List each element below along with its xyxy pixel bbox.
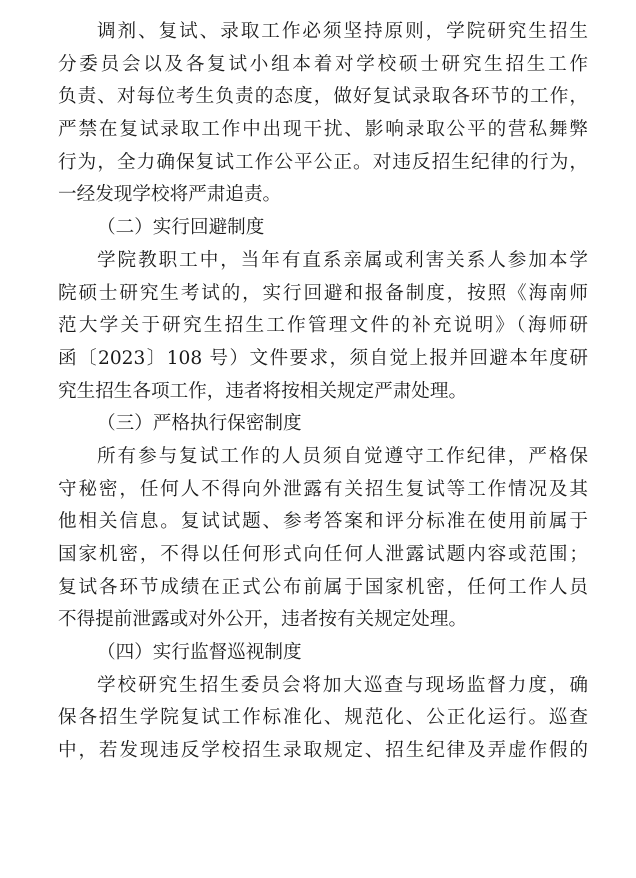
- text-line: 究生招生各项工作，违者将按相关规定严肃处理。: [58, 380, 468, 402]
- text-line: 不得提前泄露或对外公开，违者按有关规定处理。: [58, 609, 468, 631]
- text-line: 分委员会以及各复试小组本着对学校硕士研究生招生工作: [58, 53, 588, 75]
- text-line: 所有参与复试工作的人员须自觉遵守工作纪律，严格保: [97, 445, 588, 467]
- text-line: 行为，全力确保复试工作公平公正。对违反招生纪律的行为，: [58, 151, 588, 173]
- text-line: 院硕士研究生考试的，实行回避和报备制度，按照《海南师: [58, 282, 588, 304]
- paragraph-supervision: [58, 670, 588, 768]
- text-line: 保各招生学院复试工作标准化、规范化、公正化运行。巡查: [58, 707, 588, 729]
- paragraph-confidentiality: [58, 441, 588, 637]
- section-heading-confidentiality: （三）严格执行保密制度: [97, 413, 302, 435]
- text-line: 国家机密，不得以任何形式向任何人泄露试题内容或范围；: [58, 544, 588, 565]
- document-page: [58, 16, 588, 768]
- text-line: 严禁在复试录取工作中出现干扰、影响录取公平的营私舞弊: [58, 119, 588, 141]
- section-heading-recusal: （二）实行回避制度: [97, 217, 265, 239]
- text-line: 函〔2023〕108 号）文件要求，须自觉上报并回避本年度研: [58, 347, 588, 369]
- text-line: 中，若发现违反学校招生录取规定、招生纪律及弄虚作假的: [58, 740, 588, 762]
- text-line: 范大学关于研究生招生工作管理文件的补充说明》（海师研: [58, 315, 588, 337]
- text-line: 一经发现学校将严肃追责。: [58, 184, 282, 206]
- text-line: 学校研究生招生委员会将加大巡查与现场监督力度，确: [97, 674, 588, 696]
- paragraph-admission-principles: [58, 16, 588, 212]
- text-line: 调剂、复试、录取工作必须坚持原则，学院研究生招生: [97, 21, 588, 42]
- text-line: 复试各环节成绩在正式公布前属于国家机密，任何工作人员: [58, 576, 588, 598]
- text-line: 学院教职工中，当年有直系亲属或利害关系人参加本学: [97, 249, 588, 271]
- paragraph-recusal: [58, 245, 588, 408]
- text-line: 负责、对每位考生负责的态度，做好复试录取各环节的工作，: [58, 86, 588, 108]
- text-line: 守秘密，任何人不得向外泄露有关招生复试等工作情况及其: [58, 478, 588, 500]
- text-line: 他相关信息。复试试题、参考答案和评分标准在使用前属于: [58, 511, 588, 533]
- section-heading-supervision: （四）实行监督巡视制度: [97, 642, 302, 664]
